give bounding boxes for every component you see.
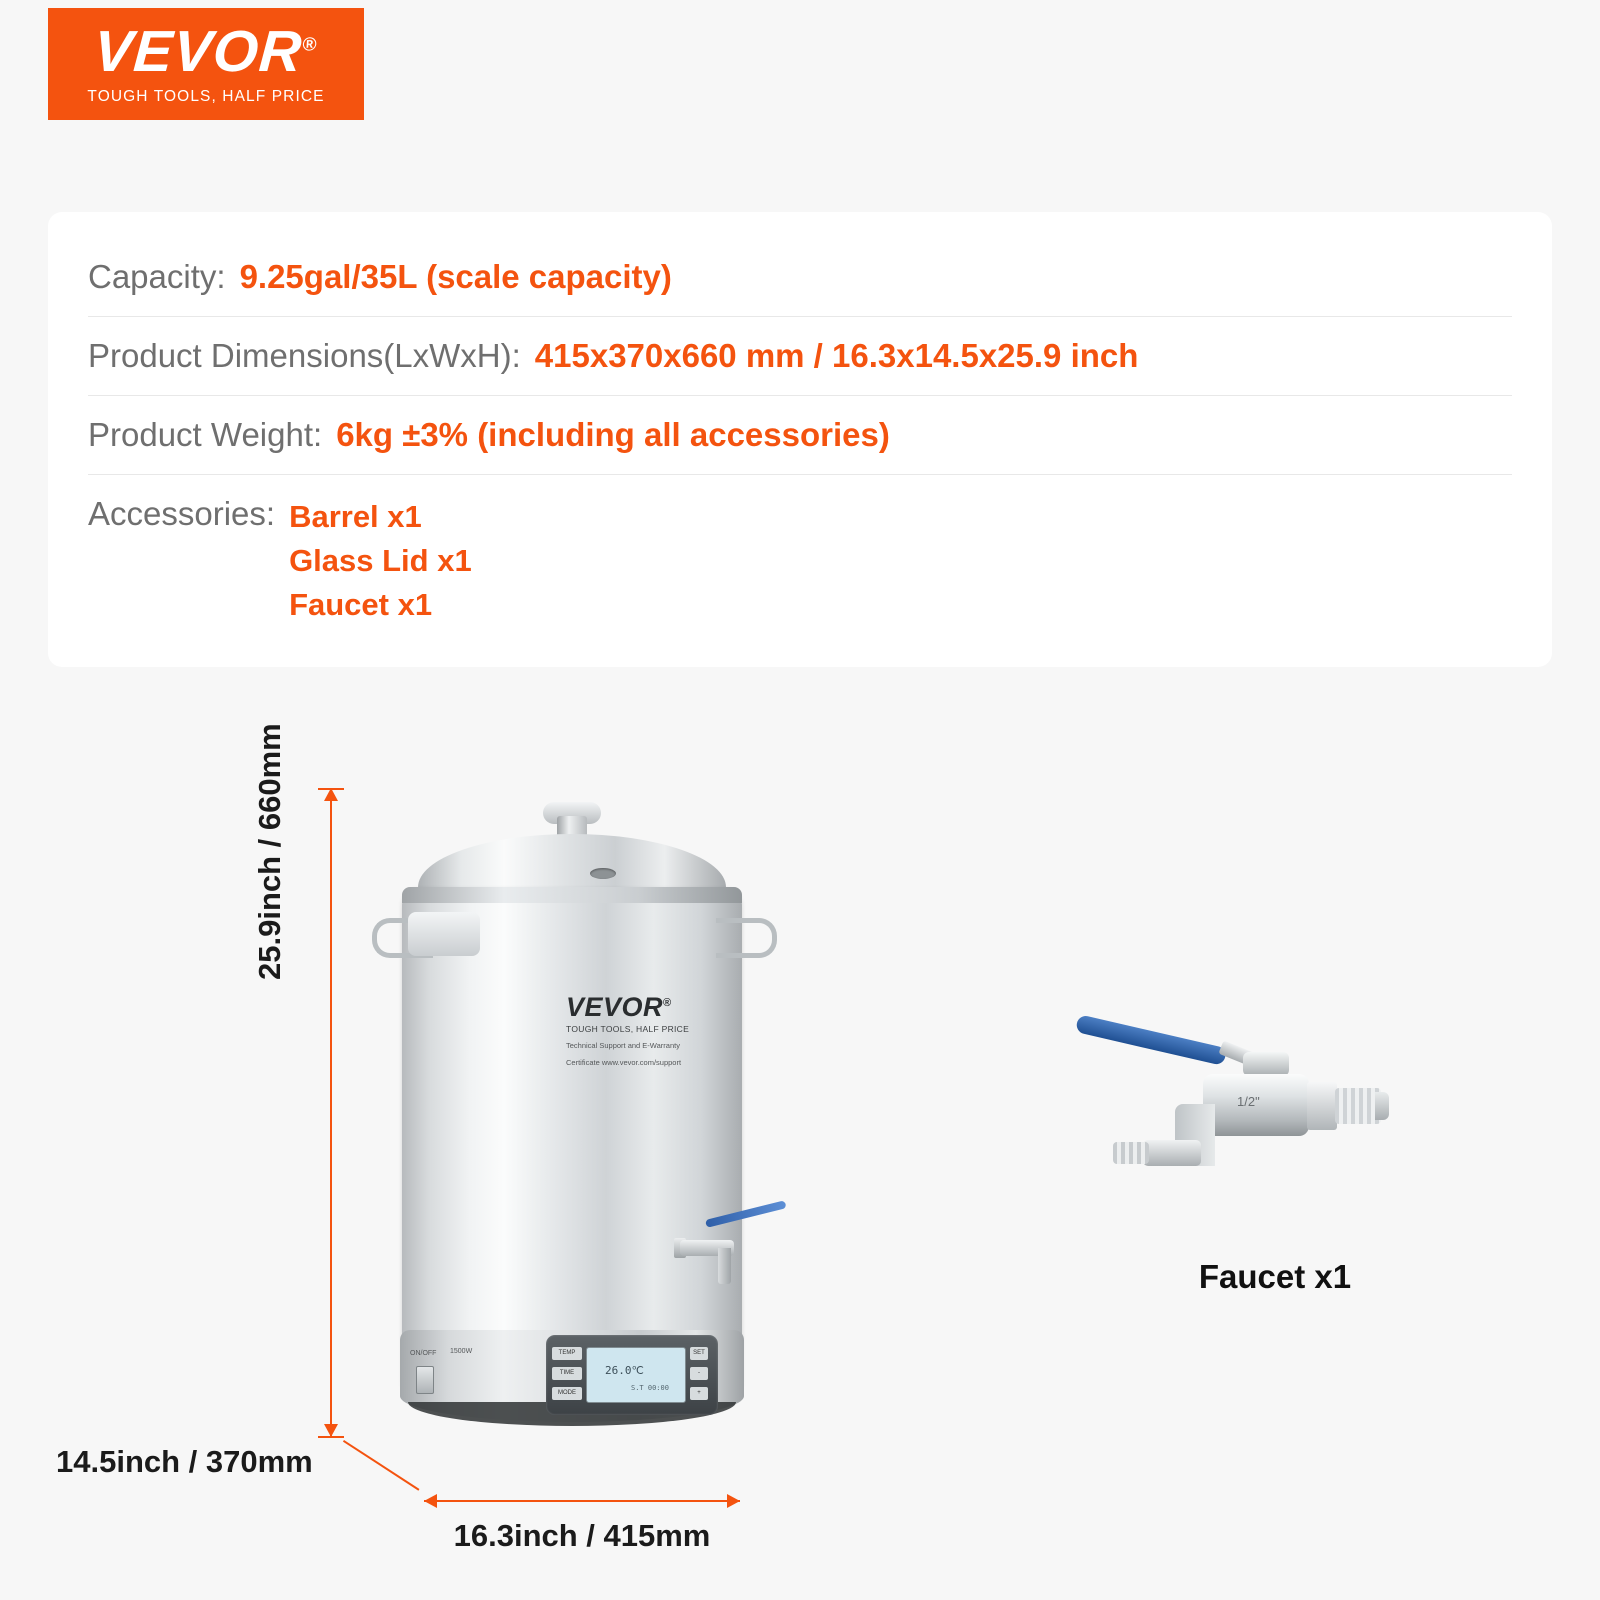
kettle-handle-right bbox=[716, 918, 777, 958]
control-panel-display bbox=[586, 1347, 686, 1403]
kettle-brand-tagline: TOUGH TOOLS, HALF PRICE bbox=[566, 1024, 690, 1034]
spec-value-weight: 6kg ±3% (including all accessories) bbox=[336, 416, 890, 453]
control-panel[interactable] bbox=[546, 1335, 718, 1415]
spec-label-accessories: Accessories: bbox=[88, 495, 276, 532]
height-dimension-line bbox=[330, 788, 332, 1436]
faucet-caption: Faucet x1 bbox=[1198, 1258, 1352, 1295]
power-switch[interactable] bbox=[416, 1366, 434, 1394]
brand-logo bbox=[48, 8, 364, 120]
brand-logo-registered-mark: ® bbox=[302, 34, 319, 56]
width-dimension-line bbox=[424, 1500, 740, 1502]
brand-logo-name: VEVOR bbox=[92, 18, 305, 84]
width-arrow-left-icon bbox=[424, 1494, 437, 1508]
list-item: Barrel x1 bbox=[289, 499, 422, 534]
kettle-brand-wordmark bbox=[566, 994, 689, 1021]
height-arrow-up-icon bbox=[324, 788, 338, 801]
list-item: Faucet x1 bbox=[289, 587, 433, 623]
brewing-kettle-illustration bbox=[380, 790, 760, 1440]
faucet-inlet-end bbox=[1375, 1092, 1389, 1120]
plus-button[interactable]: + bbox=[690, 1387, 708, 1400]
spec-label-capacity: Capacity: bbox=[88, 258, 226, 295]
lid-vent-icon bbox=[590, 868, 616, 879]
temp-button[interactable]: TEMP bbox=[552, 1347, 582, 1360]
kettle-brand-name: VEVOR bbox=[566, 992, 664, 1022]
height-arrow-down-icon bbox=[324, 1424, 338, 1437]
kettle-tap[interactable] bbox=[672, 1218, 762, 1288]
faucet-hex-nut bbox=[1307, 1082, 1337, 1130]
kettle-top-band bbox=[402, 887, 742, 903]
set-button[interactable]: SET bbox=[690, 1347, 708, 1360]
tap-spout bbox=[718, 1248, 731, 1284]
kettle-support-line-1: Technical Support and E-Warranty bbox=[566, 1041, 680, 1050]
faucet-outlet bbox=[1143, 1140, 1201, 1166]
width-arrow-right-icon bbox=[727, 1494, 740, 1508]
kettle-brand-registered-mark: ® bbox=[663, 997, 672, 1009]
faucet-hose-connector bbox=[1113, 1142, 1149, 1164]
power-switch-label: ON/OFF bbox=[410, 1350, 437, 1357]
time-button[interactable]: TIME bbox=[552, 1367, 582, 1380]
faucet-valve-marking: 1/2" bbox=[1237, 1094, 1260, 1109]
list-item: Glass Lid x1 bbox=[289, 543, 472, 579]
faucet-valve-body bbox=[1203, 1074, 1309, 1136]
spec-row-accessories bbox=[88, 475, 1512, 633]
spec-label-weight: Product Weight: bbox=[88, 416, 323, 453]
brand-logo-wordmark bbox=[92, 18, 319, 84]
spec-label-dimensions: Product Dimensions(LxWxH): bbox=[88, 337, 521, 374]
heating-power-label: 1500W bbox=[450, 1348, 473, 1355]
kettle-support-line-2: Certificate www.vevor.com/support bbox=[566, 1058, 682, 1068]
spec-row-dimensions bbox=[88, 317, 1512, 396]
height-dimension-label: 25.9inch / 660mm bbox=[252, 723, 287, 980]
kettle-body bbox=[402, 887, 742, 1397]
depth-dimension-label: 14.5inch / 370mm bbox=[56, 1444, 313, 1479]
spec-value-capacity: 9.25gal/35L (scale capacity) bbox=[239, 258, 672, 295]
minus-button[interactable]: - bbox=[690, 1367, 708, 1380]
accessories-list bbox=[289, 495, 472, 627]
faucet-lever-handle[interactable] bbox=[1075, 1014, 1227, 1066]
display-timer: S.T 00:00 bbox=[631, 1384, 669, 1392]
spec-row-capacity bbox=[88, 238, 1512, 317]
specification-card bbox=[48, 212, 1552, 667]
kettle-brand-label bbox=[566, 994, 689, 1068]
display-temperature: 26.0℃ bbox=[605, 1364, 644, 1377]
brand-logo-tagline: TOUGH TOOLS, HALF PRICE bbox=[87, 87, 325, 105]
faucet-valve-cap bbox=[1243, 1052, 1289, 1076]
mode-button[interactable]: MODE bbox=[552, 1387, 582, 1400]
spec-row-weight bbox=[88, 396, 1512, 475]
spec-value-dimensions: 415x370x660 mm / 16.3x14.5x25.9 inch bbox=[534, 337, 1139, 374]
faucet-illustration bbox=[1075, 1000, 1405, 1230]
kettle-handle-plate bbox=[408, 912, 480, 956]
width-dimension-label: 16.3inch / 415mm bbox=[453, 1518, 711, 1553]
